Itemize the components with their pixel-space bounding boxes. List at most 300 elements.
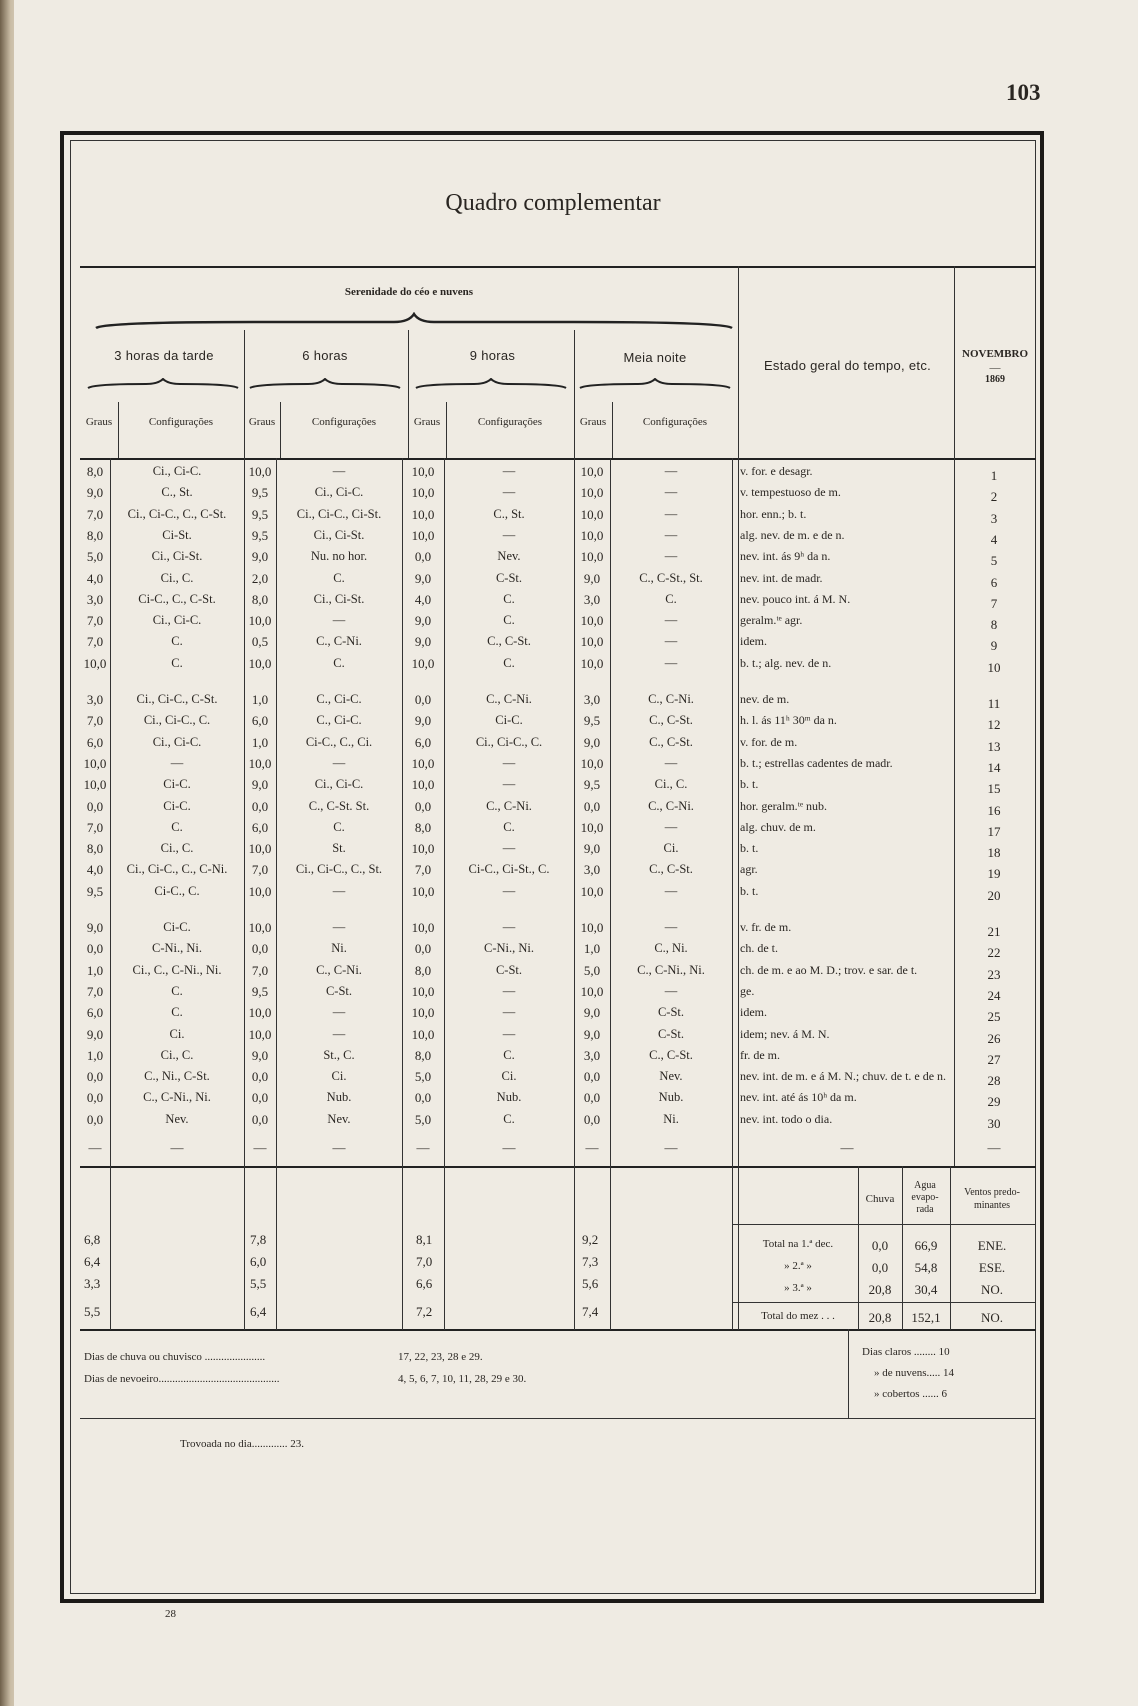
- config-9h: —: [502, 1026, 516, 1041]
- estado-geral: v. for. de m.: [740, 734, 798, 749]
- config-meia-noite: —: [664, 819, 678, 834]
- summary-agua-header: Agua evapo- rada: [911, 1180, 939, 1215]
- day-number: 18: [987, 845, 1001, 861]
- total-label: Total do mez . . .: [761, 1310, 835, 1322]
- header-month-dash: —: [989, 362, 1001, 374]
- config-meia-noite: C., C-St.: [649, 713, 693, 728]
- config-3h: Ci-St.: [162, 527, 192, 542]
- config-9h: Nub.: [496, 1090, 522, 1105]
- graus-meia-noite: 3,0: [583, 1047, 601, 1063]
- dash-cell: —: [416, 1140, 430, 1155]
- column-rule: [408, 330, 409, 458]
- config-3h: Ci., Ci-C., C., C-St.: [127, 506, 227, 521]
- total-label: » 2.ª »: [784, 1260, 812, 1272]
- graus-9h: 10,0: [411, 755, 435, 771]
- day-number: 8: [990, 617, 998, 633]
- graus-9h: 10,0: [411, 485, 435, 501]
- graus-9h: 10,0: [411, 883, 435, 899]
- day-number: 3: [990, 510, 998, 526]
- config-meia-noite: —: [664, 549, 678, 564]
- estado-geral: v. tempestuoso de m.: [740, 485, 841, 500]
- graus-9h: 5,0: [414, 1069, 432, 1085]
- estado-geral: geralm.ᵗᵉ agr.: [740, 613, 803, 628]
- config-9h: —: [502, 883, 516, 898]
- config-3h: C.: [171, 819, 183, 834]
- config-9h: C.: [503, 1047, 515, 1062]
- dias-nuvens: » de nuvens..... 14: [874, 1367, 955, 1379]
- config-6h: C., Ci-C.: [316, 692, 362, 706]
- total-vento: ESE.: [978, 1260, 1006, 1275]
- config-3h: Ci., C.: [160, 570, 194, 585]
- total-chuva: 0,0: [871, 1260, 889, 1275]
- subheader-3h: 3 horas da tarde: [114, 348, 214, 363]
- config-meia-noite: C., C-Ni.: [648, 798, 694, 813]
- config-3h: Ci., Ci-C., C-St.: [136, 692, 218, 706]
- estado-geral: v. fr. de m.: [740, 920, 792, 934]
- config-9h: Ci., Ci-C., C.: [475, 734, 543, 749]
- config-meia-noite: C-St.: [657, 1026, 685, 1041]
- estado-geral: hor. geralm.ᵗᵉ nub.: [740, 798, 828, 813]
- dash-cell: —: [253, 1140, 267, 1155]
- dash-cell: —: [585, 1140, 599, 1155]
- config-3h: Ci-C., C., C-St.: [138, 591, 216, 606]
- header-month: NOVEMBRO: [962, 348, 1028, 360]
- config-meia-noite: Ci., C.: [654, 777, 688, 792]
- config-meia-noite: —: [664, 485, 678, 500]
- estado-geral: idem.: [740, 634, 767, 649]
- estado-geral: agr.: [740, 862, 758, 877]
- dash-cell: —: [664, 1140, 678, 1155]
- signature-mark: 28: [165, 1608, 176, 1620]
- graus-6h: 9,5: [251, 485, 269, 501]
- config-6h: —: [332, 1005, 346, 1020]
- config-meia-noite: C., C-St.: [649, 1047, 693, 1062]
- config-9h: C.: [503, 591, 515, 606]
- total-chuva: 20,8: [868, 1282, 892, 1297]
- graus-6h: 0,0: [251, 798, 269, 814]
- config-meia-noite: C., C-St.: [649, 734, 693, 749]
- config-meia-noite: —: [664, 983, 678, 998]
- graus-meia-noite: 9,0: [583, 1005, 601, 1021]
- config-6h: C.: [333, 819, 345, 834]
- graus-3h: 1,0: [86, 1047, 104, 1063]
- graus-9h: 10,0: [411, 777, 435, 793]
- day-number: 24: [987, 987, 1001, 1003]
- graus-meia-noite: 0,0: [583, 1111, 601, 1127]
- config-9h: —: [502, 485, 516, 500]
- graus-6h: 0,0: [251, 1090, 269, 1106]
- config-3h: Ci., Ci-C.: [152, 464, 202, 478]
- config-6h: C.: [333, 570, 345, 585]
- graus-3h: 7,0: [86, 713, 104, 729]
- graus-6h: 9,5: [251, 527, 269, 543]
- graus-6h: 9,5: [251, 983, 269, 999]
- estado-geral: b. t.; alg. nev. de n.: [740, 655, 832, 670]
- average-value: 7,8: [250, 1232, 267, 1247]
- column-rule: [280, 402, 281, 458]
- column-rule: [732, 458, 733, 1166]
- config-9h: —: [502, 755, 516, 770]
- trovoada: Trovoada no dia............. 23.: [180, 1438, 304, 1450]
- config-9h: C., C-Ni.: [486, 798, 532, 813]
- config-3h: Ci-C.: [163, 920, 191, 934]
- day-number: 5: [990, 553, 998, 569]
- graus-9h: 5,0: [414, 1111, 432, 1127]
- graus-3h: 3,0: [86, 591, 104, 607]
- day-number: 10: [987, 659, 1001, 675]
- graus-6h: 9,5: [251, 506, 269, 522]
- average-value: 6,6: [416, 1276, 433, 1291]
- column-rule: [610, 1166, 611, 1330]
- config-6h: Ci., Ci-St.: [313, 591, 365, 606]
- column-rule: [732, 1166, 733, 1330]
- estado-geral: b. t.: [740, 841, 759, 856]
- col-header-graus: Graus: [579, 416, 607, 428]
- config-meia-noite: —: [664, 613, 678, 628]
- column-rule: [848, 1329, 849, 1418]
- group-brace: [94, 312, 734, 330]
- config-meia-noite: C., C-Ni., Ni.: [637, 962, 705, 977]
- graus-6h: 10,0: [248, 920, 272, 935]
- day-number: 30: [987, 1115, 1001, 1131]
- dash-cell: —: [502, 1140, 516, 1155]
- dias-chuva-value: 17, 22, 23, 28 e 29.: [398, 1351, 483, 1363]
- config-9h: —: [502, 920, 516, 934]
- estado-geral: ge.: [740, 983, 755, 998]
- config-3h: C., C-Ni., Ni.: [143, 1090, 211, 1105]
- graus-6h: 10,0: [248, 883, 272, 899]
- config-6h: Ci., Ci-C.: [314, 777, 364, 792]
- graus-meia-noite: 10,0: [580, 506, 604, 522]
- estado-geral: nev. int. ás 9ʰ da n.: [740, 549, 831, 564]
- config-3h: Ci., Ci-C.: [152, 734, 202, 749]
- config-6h: —: [332, 1026, 346, 1041]
- graus-3h: 8,0: [86, 841, 104, 857]
- graus-meia-noite: 10,0: [580, 819, 604, 835]
- graus-meia-noite: 0,0: [583, 798, 601, 814]
- config-meia-noite: —: [664, 506, 678, 521]
- config-3h: Ci-C.: [163, 777, 191, 792]
- config-meia-noite: —: [664, 883, 678, 898]
- graus-3h: 6,0: [86, 734, 104, 750]
- graus-9h: 9,0: [414, 634, 432, 650]
- rule: [80, 1418, 1036, 1419]
- day-number: 14: [987, 759, 1001, 775]
- col-header-configuracoes: Configurações: [148, 416, 214, 428]
- graus-3h: 0,0: [86, 1090, 104, 1106]
- graus-6h: 6,0: [251, 713, 269, 729]
- day-number: 17: [987, 823, 1001, 839]
- config-3h: Ci., C.: [160, 841, 194, 856]
- config-meia-noite: —: [664, 655, 678, 670]
- graus-meia-noite: 10,0: [580, 613, 604, 629]
- graus-9h: 6,0: [414, 734, 432, 750]
- brace-6h: [248, 378, 402, 390]
- column-rule: [612, 402, 613, 458]
- config-meia-noite: C., Ni.: [654, 941, 688, 956]
- graus-9h: 10,0: [411, 920, 435, 935]
- summary-chuva-header: Chuva: [865, 1193, 895, 1205]
- config-6h: Ci., Ci-C., C., St.: [295, 862, 383, 877]
- config-6h: St., C.: [323, 1047, 355, 1062]
- config-meia-noite: —: [664, 464, 678, 478]
- graus-9h: 0,0: [414, 692, 432, 707]
- graus-9h: 9,0: [414, 570, 432, 586]
- rule: [80, 266, 1036, 268]
- config-6h: Nev.: [327, 1111, 351, 1126]
- col-header-configuracoes: Configurações: [311, 416, 377, 428]
- graus-meia-noite: 10,0: [580, 755, 604, 771]
- graus-6h: 9,0: [251, 549, 269, 565]
- estado-geral: alg. chuv. de m.: [740, 819, 816, 834]
- total-vento: NO.: [980, 1310, 1004, 1325]
- total-label: Total na 1.ª dec.: [762, 1238, 834, 1250]
- config-meia-noite: C., C-Ni.: [648, 692, 694, 706]
- config-6h: C., C-Ni.: [316, 634, 362, 649]
- config-3h: Ci., Ci-C.: [152, 613, 202, 628]
- graus-3h: 8,0: [86, 464, 104, 479]
- brace-3h: [86, 378, 240, 390]
- graus-3h: 4,0: [86, 862, 104, 878]
- day-number: 15: [987, 781, 1001, 797]
- graus-3h: 1,0: [86, 962, 104, 978]
- average-value: 6,8: [84, 1232, 101, 1247]
- average-value: 6,4: [84, 1254, 101, 1269]
- config-meia-noite: C., C-St., St.: [639, 570, 703, 585]
- day-number: 11: [987, 696, 1001, 711]
- graus-9h: 8,0: [414, 1047, 432, 1063]
- config-3h: C-Ni., Ni.: [152, 941, 202, 956]
- config-6h: Ci., Ci-St.: [313, 527, 365, 542]
- config-9h: C-St.: [495, 570, 523, 585]
- estado-geral: nev. de m.: [740, 692, 790, 706]
- config-9h: —: [502, 527, 516, 542]
- config-meia-noite: —: [664, 634, 678, 649]
- estado-geral: ch. de t.: [740, 941, 778, 956]
- subheader-6h: 6 horas: [302, 348, 348, 363]
- graus-6h: 0,0: [251, 1111, 269, 1127]
- graus-meia-noite: 3,0: [583, 591, 601, 607]
- dash-cell: —: [332, 1140, 346, 1155]
- graus-meia-noite: 1,0: [583, 941, 601, 957]
- graus-6h: 9,0: [251, 1047, 269, 1063]
- graus-meia-noite: 10,0: [580, 655, 604, 671]
- total-chuva: 20,8: [868, 1310, 892, 1325]
- config-6h: —: [332, 883, 346, 898]
- config-6h: C., C-St. St.: [308, 798, 370, 813]
- config-9h: C., St.: [493, 506, 525, 521]
- graus-6h: 1,0: [251, 692, 269, 707]
- dash-cell: —: [987, 1140, 1001, 1155]
- brace-meia-noite: [578, 378, 732, 390]
- graus-9h: 10,0: [411, 841, 435, 857]
- column-rule: [574, 1166, 575, 1330]
- estado-geral: idem; nev. á M. N.: [740, 1026, 830, 1041]
- estado-geral: h. l. ás 11ʰ 30ᵐ da n.: [740, 713, 837, 728]
- config-9h: C.: [503, 819, 515, 834]
- graus-9h: 9,0: [414, 713, 432, 729]
- config-6h: —: [332, 755, 346, 770]
- config-6h: C., C-Ni.: [316, 962, 362, 977]
- graus-6h: 7,0: [251, 962, 269, 978]
- graus-meia-noite: 9,5: [583, 777, 601, 793]
- column-rule: [402, 1166, 403, 1330]
- total-agua: 30,4: [914, 1282, 938, 1297]
- dias-claros: Dias claros ........ 10: [862, 1346, 950, 1358]
- graus-9h: 10,0: [411, 1005, 435, 1021]
- config-meia-noite: Ci.: [663, 841, 679, 856]
- total-vento: NO.: [980, 1282, 1004, 1297]
- header-year: 1869: [985, 374, 1005, 385]
- config-meia-noite: —: [664, 920, 678, 934]
- graus-3h: 9,0: [86, 1026, 104, 1042]
- total-vento: ENE.: [977, 1238, 1007, 1253]
- config-3h: Ci., Ci-C., C.: [143, 713, 211, 728]
- graus-3h: 9,0: [86, 485, 104, 501]
- config-6h: Ci., Ci-C., Ci-St.: [296, 506, 382, 521]
- column-rule: [118, 402, 119, 458]
- graus-meia-noite: 9,0: [583, 1026, 601, 1042]
- config-6h: C.: [333, 655, 345, 670]
- subheader-9h: 9 horas: [469, 348, 516, 363]
- graus-3h: 5,0: [86, 549, 104, 565]
- dias-chuva-label: Dias de chuva ou chuvisco ......................: [84, 1351, 266, 1363]
- column-rule: [444, 1166, 445, 1330]
- day-number: 22: [987, 945, 1001, 961]
- config-9h: Ci.: [501, 1069, 517, 1084]
- average-value: 8,1: [416, 1232, 433, 1247]
- graus-3h: 7,0: [86, 983, 104, 999]
- summary-ventos-header: Ventos predo- minantes: [964, 1187, 1020, 1211]
- day-number: 23: [987, 966, 1001, 982]
- config-3h: Ci-C.: [163, 798, 191, 813]
- dias-cobertos: » cobertos ...... 6: [874, 1388, 948, 1400]
- graus-6h: 0,5: [251, 634, 269, 650]
- day-number: 1: [990, 468, 998, 483]
- config-meia-noite: C.: [665, 591, 677, 606]
- col-header-configuracoes: Configurações: [642, 416, 708, 428]
- graus-6h: 10,0: [248, 1005, 272, 1021]
- config-6h: C-St.: [325, 983, 353, 998]
- estado-geral: idem.: [740, 1005, 767, 1020]
- graus-3h: 6,0: [86, 1005, 104, 1021]
- config-3h: Ci., C., C-Ni., Ni.: [132, 962, 222, 977]
- graus-3h: 0,0: [86, 798, 104, 814]
- graus-9h: 8,0: [414, 962, 432, 978]
- day-number: 29: [987, 1094, 1001, 1110]
- average-value: 9,2: [582, 1232, 599, 1247]
- config-9h: C., C-St.: [487, 634, 531, 649]
- estado-geral: alg. nev. de m. e de n.: [740, 527, 845, 542]
- estado-geral: fr. de m.: [740, 1047, 780, 1062]
- graus-meia-noite: 10,0: [580, 883, 604, 899]
- config-3h: C.: [171, 655, 183, 670]
- graus-3h: 0,0: [86, 1069, 104, 1085]
- day-number: 19: [987, 866, 1001, 882]
- graus-9h: 10,0: [411, 983, 435, 999]
- config-6h: —: [332, 920, 346, 934]
- config-9h: —: [502, 983, 516, 998]
- day-number: 26: [987, 1030, 1001, 1046]
- graus-9h: 9,0: [414, 613, 432, 629]
- average-value: 7,3: [582, 1254, 599, 1269]
- total-agua: 152,1: [911, 1310, 941, 1325]
- config-9h: Ci-C., Ci-St., C.: [468, 862, 550, 877]
- config-6h: Ci-C., C., Ci.: [305, 734, 373, 749]
- config-meia-noite: —: [664, 755, 678, 770]
- estado-geral: b. t.: [740, 883, 759, 898]
- config-3h: C.: [171, 983, 183, 998]
- graus-meia-noite: 10,0: [580, 549, 604, 565]
- estado-geral: v. for. e desagr.: [740, 464, 813, 478]
- graus-meia-noite: 9,5: [583, 713, 601, 729]
- total-agua: 66,9: [914, 1238, 938, 1253]
- graus-6h: 6,0: [251, 819, 269, 835]
- config-9h: C-St.: [495, 962, 523, 977]
- graus-6h: 10,0: [248, 755, 272, 771]
- average-value: 5,6: [582, 1276, 599, 1291]
- config-meia-noite: C-St.: [657, 1005, 685, 1020]
- day-number: 21: [987, 924, 1001, 939]
- graus-6h: 1,0: [251, 734, 269, 750]
- graus-9h: 4,0: [414, 591, 432, 607]
- graus-meia-noite: 9,0: [583, 570, 601, 586]
- rule: [80, 1329, 1036, 1331]
- graus-3h: 7,0: [86, 634, 104, 650]
- config-3h: C., Ni., C-St.: [144, 1069, 210, 1084]
- day-number: 9: [990, 638, 998, 654]
- day-number: 28: [987, 1073, 1001, 1089]
- config-meia-noite: C., C-St.: [649, 862, 693, 877]
- graus-9h: 10,0: [411, 1026, 435, 1042]
- graus-9h: 10,0: [411, 655, 435, 671]
- estado-geral: ch. de m. e ao M. D.; trov. e sar. de t.: [740, 962, 918, 977]
- graus-6h: 10,0: [248, 655, 272, 671]
- config-9h: C.: [503, 655, 515, 670]
- day-number: 25: [987, 1009, 1001, 1025]
- graus-6h: 8,0: [251, 591, 269, 607]
- config-9h: Ci-C.: [495, 713, 523, 728]
- graus-9h: 0,0: [414, 941, 432, 957]
- graus-3h: 8,0: [86, 527, 104, 543]
- graus-6h: 10,0: [248, 1026, 272, 1042]
- estado-geral: nev. int. até ás 10ʰ da m.: [740, 1090, 857, 1105]
- dias-nevoeiro-value: 4, 5, 6, 7, 10, 11, 28, 29 e 30.: [398, 1373, 527, 1385]
- day-number: 13: [987, 738, 1001, 754]
- average-value: 3,3: [84, 1276, 101, 1291]
- graus-3h: 0,0: [86, 941, 104, 957]
- config-6h: —: [332, 464, 346, 478]
- config-meia-noite: Ni.: [663, 1111, 679, 1126]
- config-9h: C.: [503, 613, 515, 628]
- graus-3h: 7,0: [86, 506, 104, 522]
- graus-9h: 0,0: [414, 549, 432, 565]
- day-number: 27: [987, 1051, 1001, 1067]
- graus-6h: 9,0: [251, 777, 269, 793]
- config-9h: C.: [503, 1111, 515, 1126]
- graus-6h: 0,0: [251, 941, 269, 957]
- graus-9h: 10,0: [411, 527, 435, 543]
- estado-geral: nev. int. de madr.: [740, 570, 823, 585]
- graus-meia-noite: 10,0: [580, 634, 604, 650]
- estado-geral: nev. int. todo o dia.: [740, 1111, 833, 1126]
- config-3h: Ci.: [169, 1026, 185, 1041]
- estado-geral: nev. int. de m. e á M. N.; chuv. de t. e de n.: [740, 1069, 947, 1084]
- graus-9h: 10,0: [411, 506, 435, 522]
- total-chuva: 0,0: [871, 1238, 889, 1253]
- col-header-graus: Graus: [85, 416, 113, 428]
- header-estado: Estado geral do tempo, etc.: [763, 358, 932, 373]
